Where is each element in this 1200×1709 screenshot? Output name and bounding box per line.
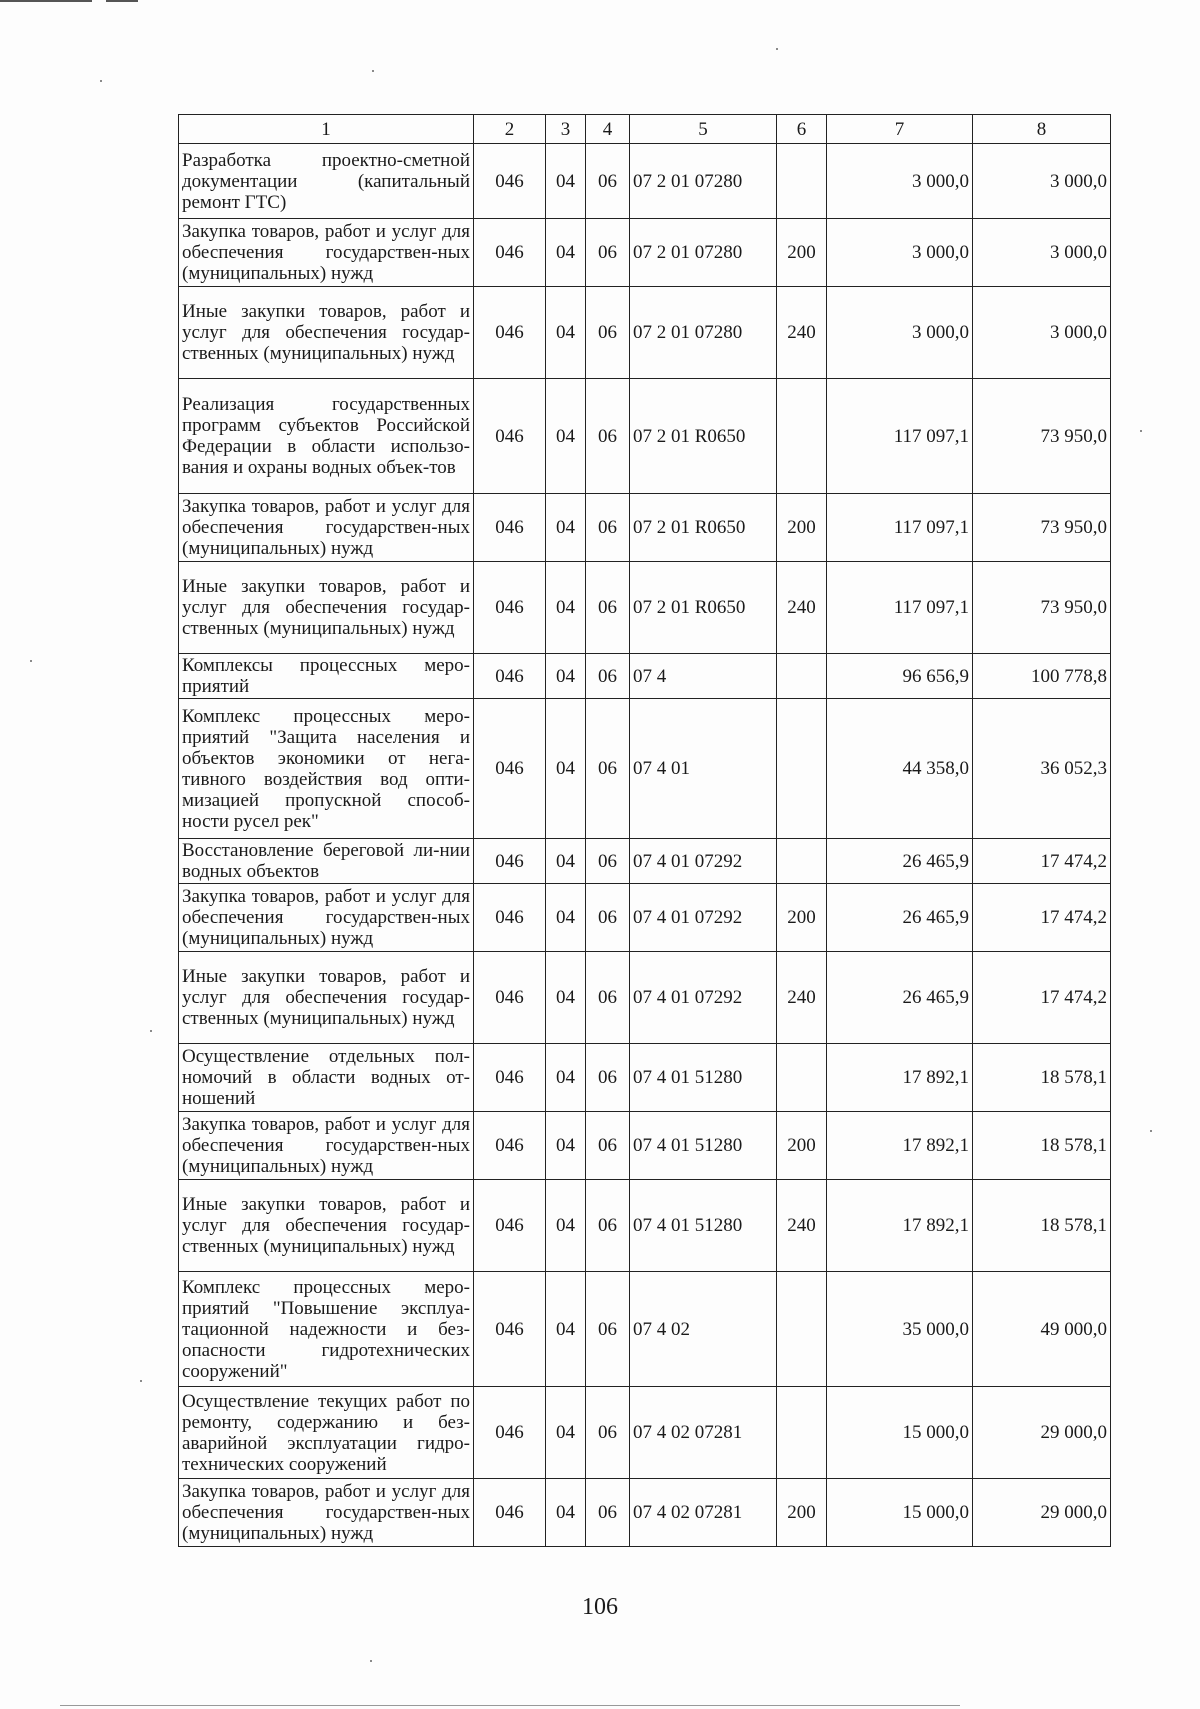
row-amount-cell: 15 000,0 bbox=[827, 1479, 973, 1547]
row-target-code-cell: 07 4 01 51280 bbox=[630, 1180, 777, 1272]
row-name-cell: Закупка товаров, работ и услуг для обеспечения государствен-ных (муниципальных) нужд bbox=[179, 219, 474, 287]
row-section-cell: 04 bbox=[546, 1044, 586, 1112]
scan-artifact-line bbox=[0, 0, 92, 2]
row-section-cell: 04 bbox=[546, 1272, 586, 1387]
column-header: 7 bbox=[827, 115, 973, 144]
table-row bbox=[179, 287, 1111, 379]
row-code-cell: 046 bbox=[474, 144, 546, 219]
table-row bbox=[179, 884, 1111, 952]
row-expense-type-cell bbox=[777, 1272, 827, 1387]
table-row bbox=[179, 1044, 1111, 1112]
scan-speck bbox=[372, 70, 374, 72]
row-code-cell: 046 bbox=[474, 494, 546, 562]
row-code-cell: 046 bbox=[474, 1272, 546, 1387]
row-name-cell: Закупка товаров, работ и услуг для обеспечения государствен-ных (муниципальных) нужд bbox=[179, 1112, 474, 1180]
row-subsection-cell: 06 bbox=[586, 1180, 630, 1272]
row-name-cell: Закупка товаров, работ и услуг для обеспечения государствен-ных (муниципальных) нужд bbox=[179, 494, 474, 562]
row-amount-cell: 18 578,1 bbox=[973, 1044, 1111, 1112]
table-row bbox=[179, 654, 1111, 699]
row-expense-type-cell: 200 bbox=[777, 884, 827, 952]
row-amount-cell: 17 892,1 bbox=[827, 1044, 973, 1112]
row-expense-type-cell bbox=[777, 1044, 827, 1112]
column-header: 4 bbox=[586, 115, 630, 144]
table-row bbox=[179, 1180, 1111, 1272]
row-expense-type-cell bbox=[777, 379, 827, 494]
row-subsection-cell: 06 bbox=[586, 1044, 630, 1112]
row-amount-cell: 17 474,2 bbox=[973, 952, 1111, 1044]
scan-speck bbox=[1140, 430, 1142, 432]
table-row bbox=[179, 1479, 1111, 1547]
row-subsection-cell: 06 bbox=[586, 287, 630, 379]
row-amount-cell: 26 465,9 bbox=[827, 839, 973, 884]
row-name-cell: Комплекс процессных меро-приятий "Повышение эксплуа-тационной надежности и без-опасности гидротехнических сооружений" bbox=[179, 1272, 474, 1387]
column-header: 1 bbox=[179, 115, 474, 144]
row-code-cell: 046 bbox=[474, 699, 546, 839]
row-subsection-cell: 06 bbox=[586, 379, 630, 494]
row-amount-cell: 17 892,1 bbox=[827, 1180, 973, 1272]
row-code-cell: 046 bbox=[474, 1044, 546, 1112]
row-amount-cell: 117 097,1 bbox=[827, 379, 973, 494]
row-target-code-cell: 07 4 01 07292 bbox=[630, 952, 777, 1044]
row-name-cell: Комплекс процессных меро-приятий "Защита населения и объектов экономики от нега-тивного воздействия вод опти-мизацией пропускной способ-ности русел рек" bbox=[179, 699, 474, 839]
column-header: 8 bbox=[973, 115, 1111, 144]
row-target-code-cell: 07 2 01 R0650 bbox=[630, 562, 777, 654]
row-target-code-cell: 07 4 02 bbox=[630, 1272, 777, 1387]
scan-speck bbox=[776, 48, 778, 50]
row-code-cell: 046 bbox=[474, 1112, 546, 1180]
row-subsection-cell: 06 bbox=[586, 1112, 630, 1180]
row-name-cell: Иные закупки товаров, работ и услуг для обеспечения государ-ственных (муниципальных) нужд bbox=[179, 562, 474, 654]
row-expense-type-cell: 240 bbox=[777, 287, 827, 379]
row-section-cell: 04 bbox=[546, 952, 586, 1044]
row-code-cell: 046 bbox=[474, 884, 546, 952]
column-header: 6 bbox=[777, 115, 827, 144]
row-expense-type-cell: 240 bbox=[777, 1180, 827, 1272]
row-section-cell: 04 bbox=[546, 1112, 586, 1180]
row-section-cell: 04 bbox=[546, 1479, 586, 1547]
row-target-code-cell: 07 4 02 07281 bbox=[630, 1387, 777, 1479]
row-section-cell: 04 bbox=[546, 494, 586, 562]
row-target-code-cell: 07 4 01 07292 bbox=[630, 884, 777, 952]
row-subsection-cell: 06 bbox=[586, 1272, 630, 1387]
row-code-cell: 046 bbox=[474, 219, 546, 287]
row-section-cell: 04 bbox=[546, 219, 586, 287]
row-subsection-cell: 06 bbox=[586, 839, 630, 884]
row-amount-cell: 17 474,2 bbox=[973, 839, 1111, 884]
row-code-cell: 046 bbox=[474, 287, 546, 379]
table-row bbox=[179, 219, 1111, 287]
row-section-cell: 04 bbox=[546, 379, 586, 494]
row-code-cell: 046 bbox=[474, 1479, 546, 1547]
table-row bbox=[179, 1112, 1111, 1180]
row-section-cell: 04 bbox=[546, 884, 586, 952]
table-row bbox=[179, 144, 1111, 219]
row-name-cell: Восстановление береговой ли-нии водных объектов bbox=[179, 839, 474, 884]
row-section-cell: 04 bbox=[546, 699, 586, 839]
scan-speck bbox=[30, 660, 32, 662]
row-amount-cell: 3 000,0 bbox=[827, 287, 973, 379]
row-subsection-cell: 06 bbox=[586, 699, 630, 839]
scan-speck bbox=[370, 1660, 372, 1662]
row-section-cell: 04 bbox=[546, 287, 586, 379]
row-subsection-cell: 06 bbox=[586, 1479, 630, 1547]
row-amount-cell: 26 465,9 bbox=[827, 884, 973, 952]
budget-table bbox=[178, 114, 1111, 1547]
row-amount-cell: 36 052,3 bbox=[973, 699, 1111, 839]
table-row bbox=[179, 494, 1111, 562]
row-target-code-cell: 07 2 01 R0650 bbox=[630, 379, 777, 494]
row-amount-cell: 73 950,0 bbox=[973, 379, 1111, 494]
row-subsection-cell: 06 bbox=[586, 952, 630, 1044]
row-target-code-cell: 07 4 01 07292 bbox=[630, 839, 777, 884]
row-target-code-cell: 07 2 01 07280 bbox=[630, 287, 777, 379]
table-body bbox=[179, 144, 1111, 1547]
row-section-cell: 04 bbox=[546, 144, 586, 219]
row-amount-cell: 73 950,0 bbox=[973, 494, 1111, 562]
table-row bbox=[179, 699, 1111, 839]
row-expense-type-cell: 200 bbox=[777, 1112, 827, 1180]
row-name-cell: Реализация государственных программ субъектов Российской Федерации в области использо-вания и охраны водных объек-тов bbox=[179, 379, 474, 494]
row-target-code-cell: 07 2 01 07280 bbox=[630, 219, 777, 287]
row-code-cell: 046 bbox=[474, 379, 546, 494]
row-amount-cell: 49 000,0 bbox=[973, 1272, 1111, 1387]
row-expense-type-cell: 240 bbox=[777, 952, 827, 1044]
row-amount-cell: 3 000,0 bbox=[973, 144, 1111, 219]
table-row bbox=[179, 952, 1111, 1044]
table-row bbox=[179, 379, 1111, 494]
row-section-cell: 04 bbox=[546, 654, 586, 699]
row-name-cell: Осуществление отдельных пол-номочий в области водных от-ношений bbox=[179, 1044, 474, 1112]
page-number: 106 bbox=[582, 1594, 618, 1620]
row-code-cell: 046 bbox=[474, 839, 546, 884]
row-name-cell: Разработка проектно-сметной документации (капитальный ремонт ГТС) bbox=[179, 144, 474, 219]
scan-speck bbox=[100, 80, 102, 82]
row-name-cell: Иные закупки товаров, работ и услуг для обеспечения государ-ственных (муниципальных) нужд bbox=[179, 952, 474, 1044]
row-section-cell: 04 bbox=[546, 1180, 586, 1272]
row-target-code-cell: 07 4 01 bbox=[630, 699, 777, 839]
row-amount-cell: 18 578,1 bbox=[973, 1180, 1111, 1272]
row-target-code-cell: 07 4 01 51280 bbox=[630, 1044, 777, 1112]
scan-artifact-line bbox=[106, 0, 138, 2]
row-amount-cell: 117 097,1 bbox=[827, 562, 973, 654]
table-row bbox=[179, 1387, 1111, 1479]
row-subsection-cell: 06 bbox=[586, 494, 630, 562]
row-target-code-cell: 07 4 01 51280 bbox=[630, 1112, 777, 1180]
row-code-cell: 046 bbox=[474, 1387, 546, 1479]
row-expense-type-cell: 200 bbox=[777, 1479, 827, 1547]
row-name-cell: Закупка товаров, работ и услуг для обеспечения государствен-ных (муниципальных) нужд bbox=[179, 884, 474, 952]
row-subsection-cell: 06 bbox=[586, 219, 630, 287]
row-amount-cell: 29 000,0 bbox=[973, 1479, 1111, 1547]
row-target-code-cell: 07 4 02 07281 bbox=[630, 1479, 777, 1547]
row-amount-cell: 15 000,0 bbox=[827, 1387, 973, 1479]
row-section-cell: 04 bbox=[546, 839, 586, 884]
row-expense-type-cell bbox=[777, 144, 827, 219]
row-amount-cell: 96 656,9 bbox=[827, 654, 973, 699]
row-amount-cell: 3 000,0 bbox=[827, 144, 973, 219]
row-target-code-cell: 07 4 bbox=[630, 654, 777, 699]
row-code-cell: 046 bbox=[474, 952, 546, 1044]
row-amount-cell: 44 358,0 bbox=[827, 699, 973, 839]
row-amount-cell: 3 000,0 bbox=[973, 287, 1111, 379]
row-name-cell: Осуществление текущих работ по ремонту, содержанию и без-аварийной эксплуатации гидро-технических сооружений bbox=[179, 1387, 474, 1479]
row-name-cell: Иные закупки товаров, работ и услуг для обеспечения государ-ственных (муниципальных) нужд bbox=[179, 287, 474, 379]
table-row bbox=[179, 562, 1111, 654]
row-amount-cell: 29 000,0 bbox=[973, 1387, 1111, 1479]
row-amount-cell: 3 000,0 bbox=[827, 219, 973, 287]
row-amount-cell: 3 000,0 bbox=[973, 219, 1111, 287]
row-section-cell: 04 bbox=[546, 562, 586, 654]
row-subsection-cell: 06 bbox=[586, 1387, 630, 1479]
row-code-cell: 046 bbox=[474, 562, 546, 654]
row-section-cell: 04 bbox=[546, 1387, 586, 1479]
row-name-cell: Закупка товаров, работ и услуг для обеспечения государствен-ных (муниципальных) нужд bbox=[179, 1479, 474, 1547]
scan-speck bbox=[150, 1030, 152, 1032]
row-amount-cell: 17 892,1 bbox=[827, 1112, 973, 1180]
column-header: 5 bbox=[630, 115, 777, 144]
scan-speck bbox=[1150, 1130, 1152, 1132]
table-row bbox=[179, 1272, 1111, 1387]
column-header: 3 bbox=[546, 115, 586, 144]
row-subsection-cell: 06 bbox=[586, 884, 630, 952]
row-expense-type-cell bbox=[777, 654, 827, 699]
row-name-cell: Иные закупки товаров, работ и услуг для обеспечения государ-ственных (муниципальных) нужд bbox=[179, 1180, 474, 1272]
row-subsection-cell: 06 bbox=[586, 654, 630, 699]
column-header: 2 bbox=[474, 115, 546, 144]
row-amount-cell: 26 465,9 bbox=[827, 952, 973, 1044]
row-target-code-cell: 07 2 01 07280 bbox=[630, 144, 777, 219]
row-expense-type-cell: 200 bbox=[777, 219, 827, 287]
scan-artifact-line bbox=[60, 1705, 960, 1706]
row-code-cell: 046 bbox=[474, 1180, 546, 1272]
table-row bbox=[179, 839, 1111, 884]
row-amount-cell: 117 097,1 bbox=[827, 494, 973, 562]
row-target-code-cell: 07 2 01 R0650 bbox=[630, 494, 777, 562]
row-expense-type-cell: 200 bbox=[777, 494, 827, 562]
row-subsection-cell: 06 bbox=[586, 562, 630, 654]
row-amount-cell: 17 474,2 bbox=[973, 884, 1111, 952]
row-amount-cell: 100 778,8 bbox=[973, 654, 1111, 699]
row-subsection-cell: 06 bbox=[586, 144, 630, 219]
row-expense-type-cell: 240 bbox=[777, 562, 827, 654]
row-amount-cell: 35 000,0 bbox=[827, 1272, 973, 1387]
row-expense-type-cell bbox=[777, 1387, 827, 1479]
row-expense-type-cell bbox=[777, 699, 827, 839]
scan-speck bbox=[140, 1380, 142, 1382]
table-header-row bbox=[179, 115, 1111, 144]
row-code-cell: 046 bbox=[474, 654, 546, 699]
row-amount-cell: 18 578,1 bbox=[973, 1112, 1111, 1180]
row-name-cell: Комплексы процессных меро-приятий bbox=[179, 654, 474, 699]
row-amount-cell: 73 950,0 bbox=[973, 562, 1111, 654]
row-expense-type-cell bbox=[777, 839, 827, 884]
